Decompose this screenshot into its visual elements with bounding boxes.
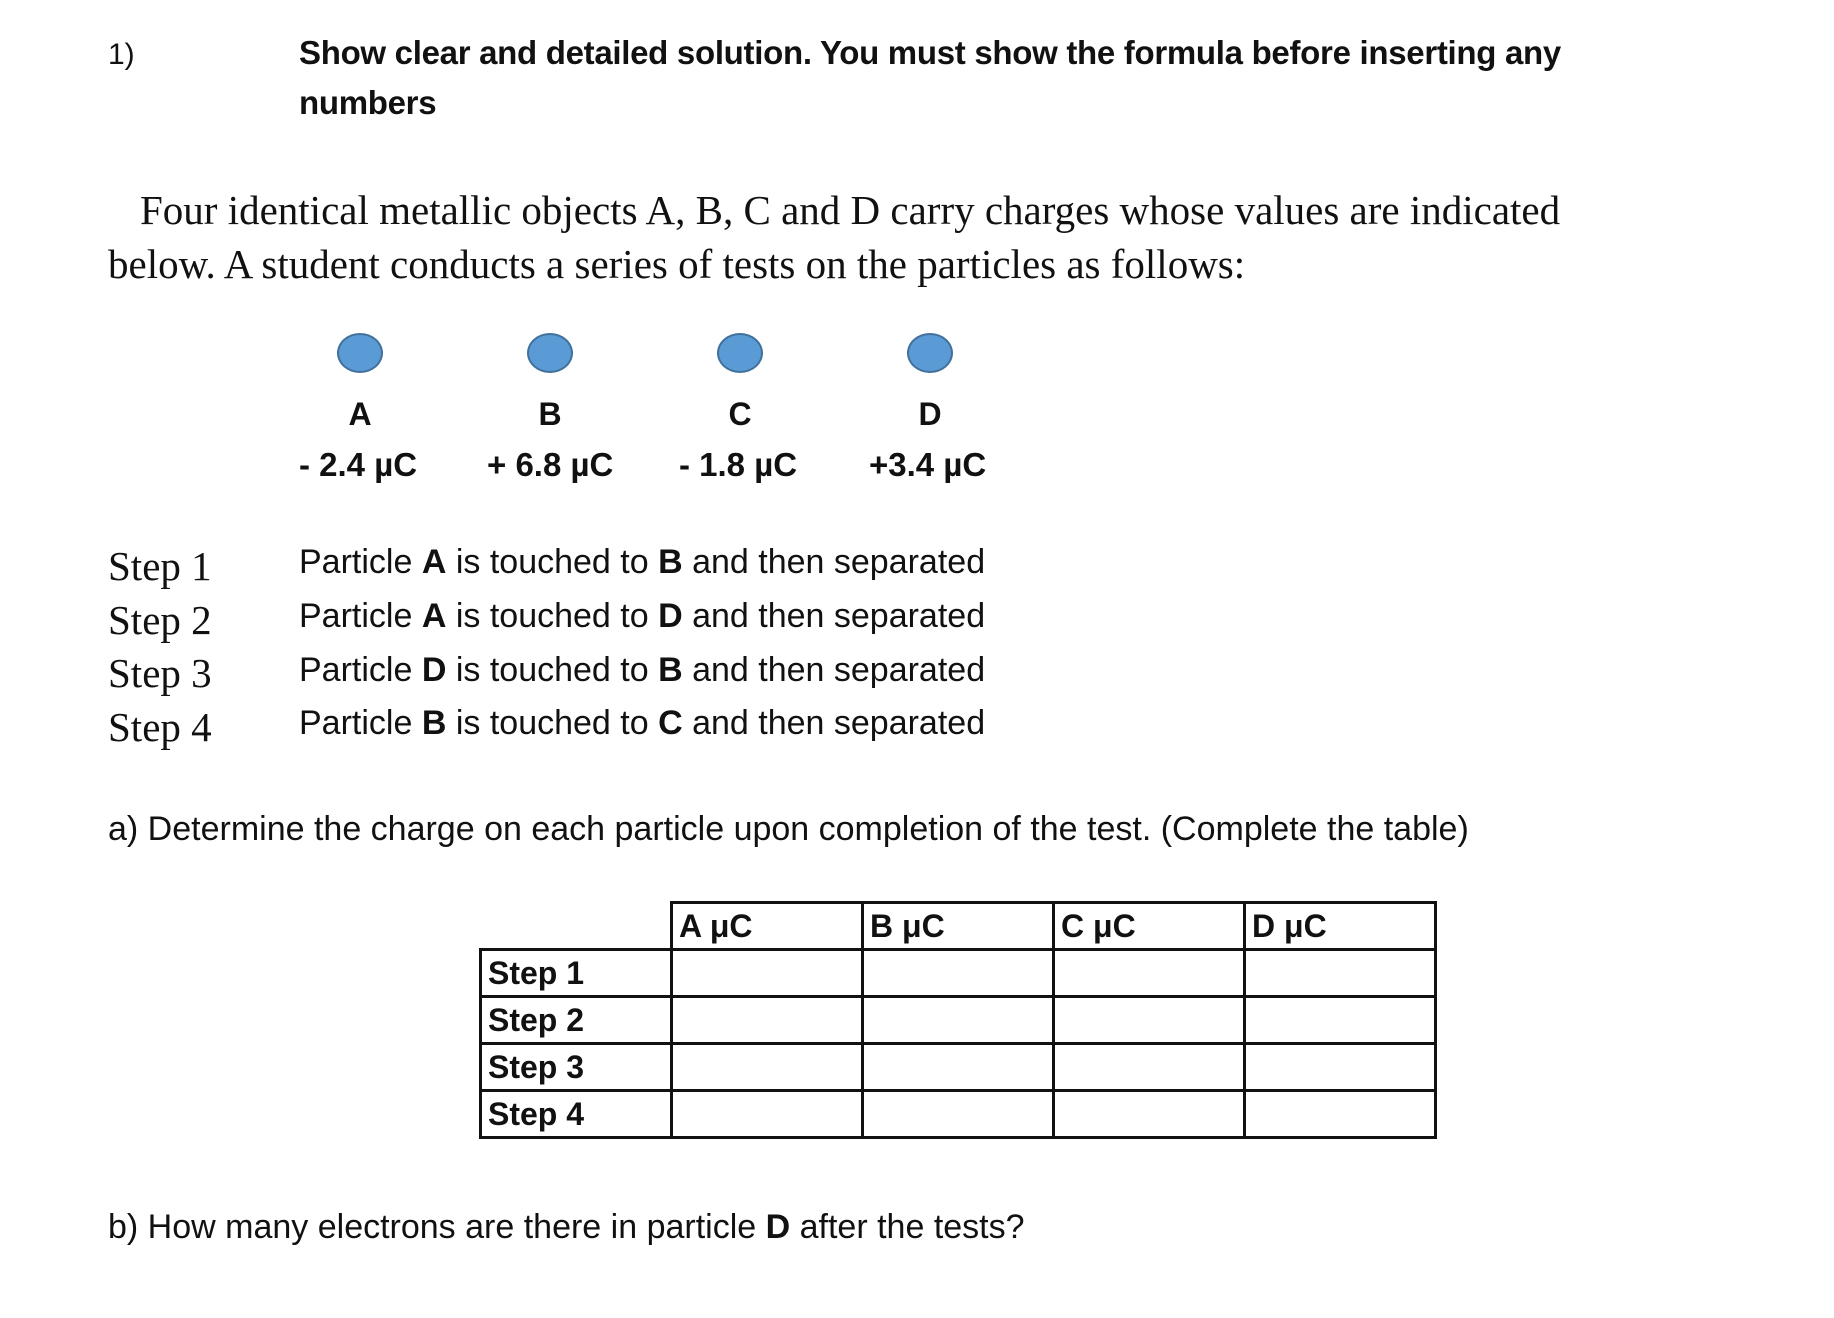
step-3-label: Step 3: [108, 650, 212, 696]
step-1-label: Step 1: [108, 543, 212, 589]
question-a: a) Determine the charge on each particle upon completion of the test. (Complete the table): [108, 810, 1469, 848]
cell-step2-a[interactable]: [672, 997, 863, 1044]
row-label-step-2: Step 2: [481, 997, 672, 1044]
step-2-label: Step 2: [108, 597, 212, 643]
header-b: B μC: [863, 903, 1054, 950]
cell-step4-d[interactable]: [1245, 1091, 1436, 1138]
particle-a-label: A: [348, 396, 372, 432]
question-number: 1): [108, 38, 135, 71]
particle-a-circle: [337, 333, 383, 373]
step-4-label: Step 4: [108, 704, 212, 750]
header-c: C μC: [1054, 903, 1245, 950]
question-b: b) How many electrons are there in particle D after the tests?: [108, 1208, 1025, 1246]
cell-step3-d[interactable]: [1245, 1044, 1436, 1091]
header-a: A μC: [672, 903, 863, 950]
table-corner: [481, 903, 672, 950]
particle-d-charge: +3.4 µC: [869, 446, 987, 483]
cell-step3-c[interactable]: [1054, 1044, 1245, 1091]
cell-step1-c[interactable]: [1054, 950, 1245, 997]
intro-line-2: below. A student conducts a series of tests on the particles as follows:: [108, 241, 1246, 287]
particle-c-circle: [717, 333, 763, 373]
cell-step4-a[interactable]: [672, 1091, 863, 1138]
particle-c-label: C: [728, 396, 752, 432]
row-label-step-4: Step 4: [481, 1091, 672, 1138]
cell-step4-b[interactable]: [863, 1091, 1054, 1138]
charge-table: [479, 901, 1437, 1139]
cell-step3-b[interactable]: [863, 1044, 1054, 1091]
step-2-description: Particle A is touched to D and then separated: [299, 597, 986, 635]
row-label-step-3: Step 3: [481, 1044, 672, 1091]
particle-c-charge: - 1.8 µC: [679, 446, 798, 483]
particle-b-charge: + 6.8 µC: [487, 446, 614, 483]
table-header-row: [481, 903, 1436, 950]
instruction-line-2: numbers: [299, 84, 437, 121]
step-1-description: Particle A is touched to B and then separated: [299, 543, 986, 581]
table-row: [481, 997, 1436, 1044]
step-4-description: Particle B is touched to C and then separated: [299, 704, 986, 742]
cell-step1-b[interactable]: [863, 950, 1054, 997]
cell-step1-a[interactable]: [672, 950, 863, 997]
table-row: [481, 1091, 1436, 1138]
particle-d-label: D: [918, 396, 942, 432]
particle-a-charge: - 2.4 µC: [299, 446, 418, 483]
intro-line-1: Four identical metallic objects A, B, C and D carry charges whose values are indicated: [140, 187, 1561, 233]
cell-step2-d[interactable]: [1245, 997, 1436, 1044]
header-d: D μC: [1245, 903, 1436, 950]
instruction-line-1: Show clear and detailed solution. You must show the formula before inserting any: [299, 34, 1561, 71]
cell-step2-c[interactable]: [1054, 997, 1245, 1044]
cell-step4-c[interactable]: [1054, 1091, 1245, 1138]
row-label-step-1: Step 1: [481, 950, 672, 997]
particle-b-circle: [527, 333, 573, 373]
table-row: [481, 1044, 1436, 1091]
particle-d-circle: [907, 333, 953, 373]
particle-b-label: B: [538, 396, 562, 432]
step-3-description: Particle D is touched to B and then separated: [299, 651, 986, 689]
table-row: [481, 950, 1436, 997]
cell-step2-b[interactable]: [863, 997, 1054, 1044]
cell-step3-a[interactable]: [672, 1044, 863, 1091]
cell-step1-d[interactable]: [1245, 950, 1436, 997]
